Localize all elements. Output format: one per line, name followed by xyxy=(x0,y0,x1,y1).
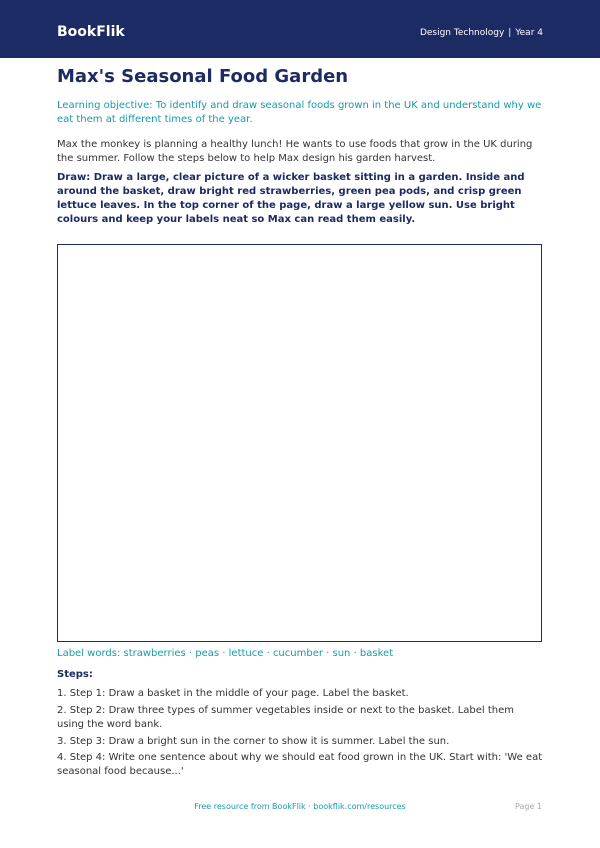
year-label: Year 4 xyxy=(515,28,543,38)
subject-label xyxy=(420,28,543,38)
page-title: Max's Seasonal Food Garden xyxy=(57,66,349,87)
page-number: Page 1 xyxy=(515,802,542,811)
brand-logo-text: BookFlik xyxy=(57,24,125,40)
drawing-area[interactable] xyxy=(57,244,542,642)
steps-heading: Steps: xyxy=(57,669,93,680)
intro-text: Max the monkey is planning a healthy lunch! He wants to use foods that grow in the UK during the summer. Follow the steps below to help Max design his garden harvest. xyxy=(57,139,533,164)
subject-separator: | xyxy=(508,28,512,38)
draw-instruction: Draw: Draw a large, clear picture of a wicker basket sitting in a garden. Inside and around the basket, draw bright red strawberries, green pea pods, and crisp green lettuce leaves. In the top corner of the page, draw a large yellow sun. Use bright colours and keep your labels neat so Max can read them easily. xyxy=(57,172,525,225)
step-item: 2. Step 2: Draw three types of summer vegetables inside or next to the basket. Label them using the word bank. xyxy=(57,705,515,730)
footer-text: Free resource from BookFlik · bookflik.com/resources xyxy=(194,802,406,811)
step-item: 4. Step 4: Write one sentence about why we should eat food grown in the UK. Start with: 'We eat seasonal food because...' xyxy=(57,752,543,777)
header-bar xyxy=(0,0,600,58)
label-words: Label words: strawberries · peas · lettuce · cucumber · sun · basket xyxy=(57,648,394,659)
subject-name: Design Technology xyxy=(419,28,505,38)
learning-objective: Learning objective: To identify and draw seasonal foods grown in the UK and understand why we eat them at different times of the year. xyxy=(57,100,542,125)
step-item: 1. Step 1: Draw a basket in the middle of your page. Label the basket. xyxy=(57,688,409,699)
step-item: 3. Step 3: Draw a bright sun in the corner to show it is summer. Label the sun. xyxy=(57,736,450,747)
